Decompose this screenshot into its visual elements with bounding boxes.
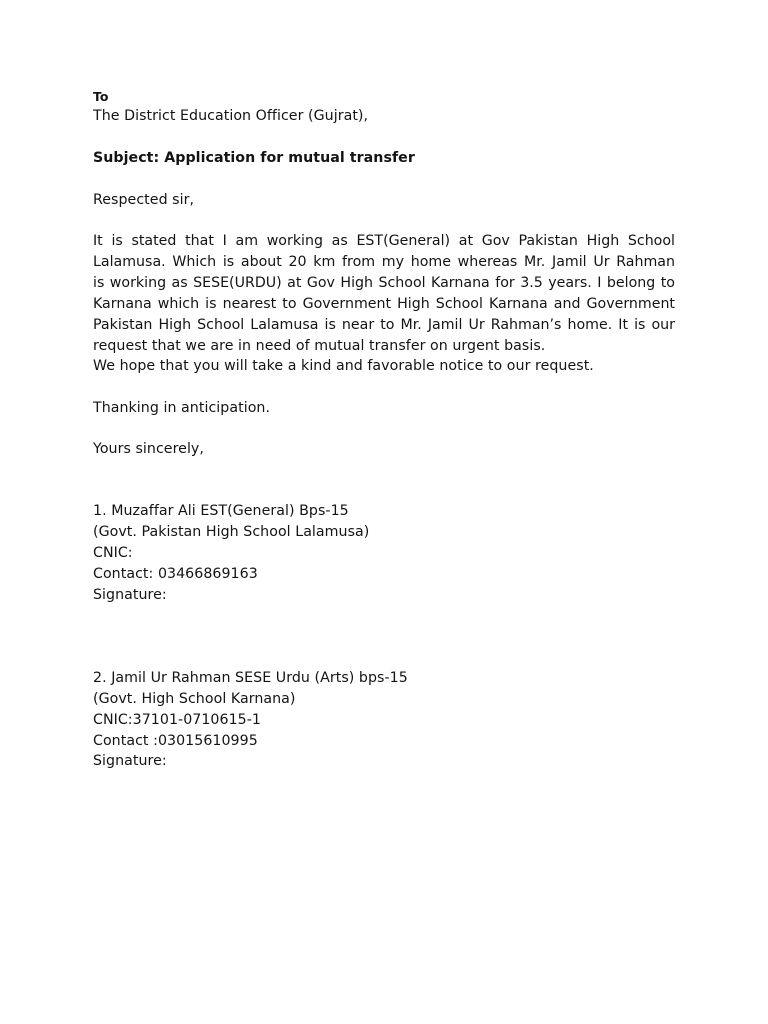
- body-line-3: is working as SESE(URDU) at Gov High School Karnana for 3.5 years. I belong to: [93, 275, 675, 291]
- signatory-contact: Contact: 03466869163: [93, 566, 258, 582]
- signatory-cnic: CNIC:: [93, 545, 133, 561]
- body-line-7: We hope that you will take a kind and favorable notice to our request.: [93, 358, 594, 374]
- signatory-signature: Signature:: [93, 587, 167, 603]
- signatory-signature: Signature:: [93, 753, 167, 769]
- body-line-5: Pakistan High School Lalamusa is near to Mr. Jamil Ur Rahman’s home. It is our: [93, 317, 675, 333]
- closing-line: Yours sincerely,: [93, 441, 204, 457]
- signatory-school: (Govt. High School Karnana): [93, 691, 296, 707]
- to-label: To: [93, 89, 109, 104]
- body-line-2: Lalamusa. Which is about 20 km from my home whereas Mr. Jamil Ur Rahman: [93, 254, 675, 270]
- signatory-cnic: CNIC:37101-0710615-1: [93, 712, 261, 728]
- signatory-name: 2. Jamil Ur Rahman SESE Urdu (Arts) bps-15: [93, 670, 408, 686]
- body-line-6: request that we are in need of mutual transfer on urgent basis.: [93, 338, 546, 354]
- signatory-school: (Govt. Pakistan High School Lalamusa): [93, 524, 370, 540]
- salutation: Respected sir,: [93, 192, 195, 208]
- thanks-line: Thanking in anticipation.: [93, 400, 271, 416]
- signatory-name: 1. Muzaffar Ali EST(General) Bps-15: [93, 503, 349, 519]
- subject-line: Subject: Application for mutual transfer: [93, 150, 415, 166]
- signatory-contact: Contact :03015610995: [93, 733, 258, 749]
- body-line-4: Karnana which is nearest to Government High School Karnana and Government: [93, 296, 675, 312]
- body-line-1: It is stated that I am working as EST(General) at Gov Pakistan High School: [93, 233, 675, 249]
- recipient-line: The District Education Officer (Gujrat),: [93, 108, 369, 124]
